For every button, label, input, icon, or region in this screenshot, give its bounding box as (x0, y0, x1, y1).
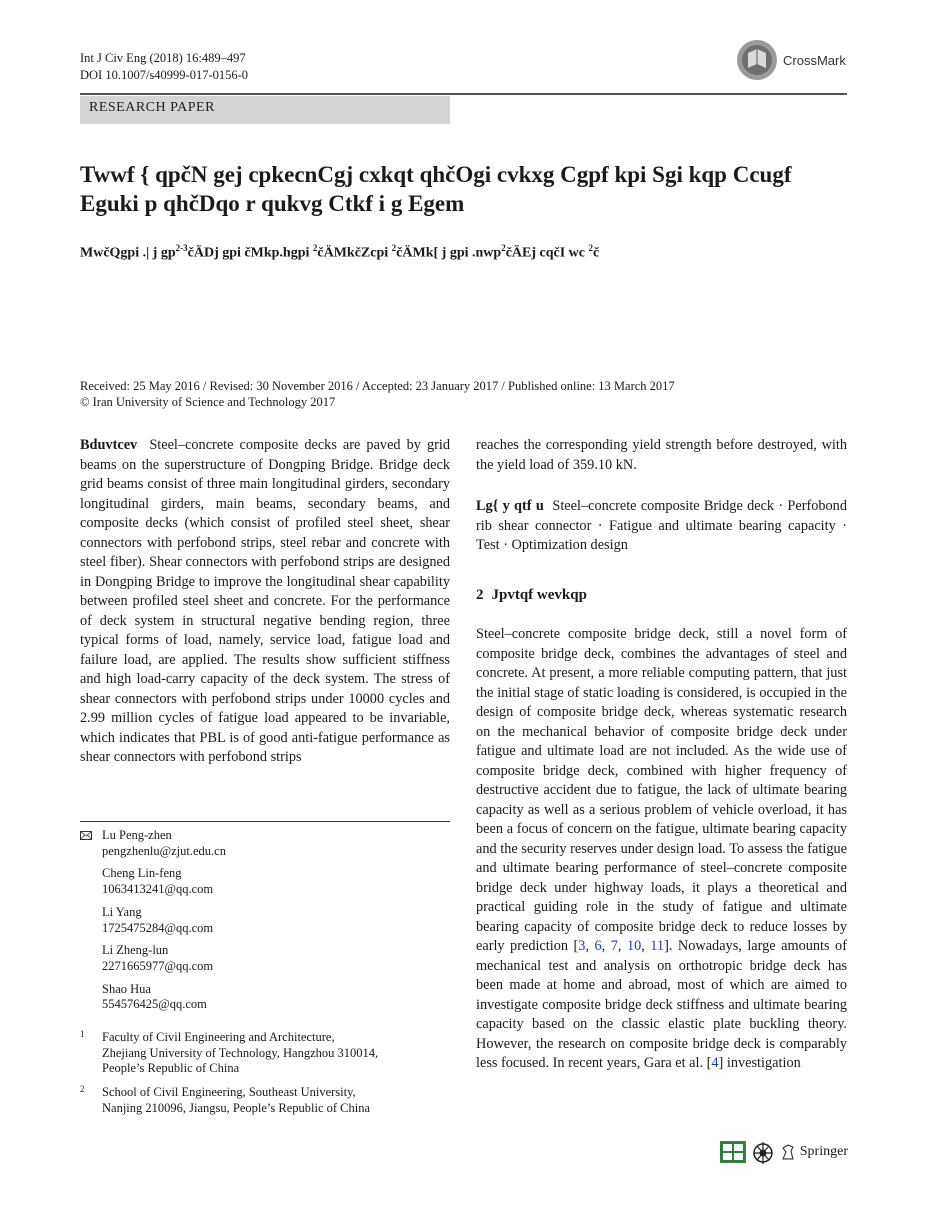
contact-entry (80, 866, 450, 897)
contact-entry (80, 982, 450, 1013)
doi-line[interactable]: DOI 10.1007/s40999-017-0156-0 (80, 68, 249, 82)
affiliation-number: 2 (80, 1084, 85, 1095)
intro-text: Steel–concrete composite bridge deck, still a novel form of composite bridge deck, combines the advantages of steel and concrete. At present, a more reliable computing pattern, that just the initial stage of static loading is considered, is occupied in the design of composite bridge deck, whereas systematic research on the mechanical behavior of composite bridge deck under fatigue and ultimate load are not included. As the wide use of composite bridge deck, combined with higher frequency of destructive accident due to fatigue, the lack of ultimate bearing capacity as well as a serious problem of vehicle overload, it has been a focus of concern on the fatigue, ultimate bearing capacity and the security reserves under design load. To assess the fatigue and ultimate bearing performance of steel–concrete composite bridge deck under highway loads, it plays a theoretical and practical guiding role in the study of fatigue and ultimate bearing capacity of composite bridge deck to reduce losses by early prediction [ (476, 626, 847, 954)
citation-link[interactable]: 10 (626, 938, 642, 954)
intro-text: ]. Nowadays, large amounts of mechanical test and analysis on orthotropic bridge deck has been made at home and abroad, most of which are aimed to investigate composite bridge deck stiffness and ultimate bearing capacity based on the classic elastic plate buckling theory. However, the research on composite bridge deck is comparably less focused. In recent years, Gara et al. [ (476, 938, 847, 1071)
author-affil: 2 (391, 243, 397, 253)
article-title: Twwf { qpčN gej cpkecnCgj cxkqt qhčOgi cvkxg Cgpf kpi Sgi kqp Ccugf Eguki p qhčDqo r qukvg Ctkf i g Egem (80, 162, 792, 216)
university-emblem-icon (752, 1140, 774, 1164)
author-affil: 2 (312, 243, 318, 253)
footnote-rule (80, 821, 450, 822)
history-line: Received: 25 May 2016 / Revised: 30 November 2016 / Accepted: 23 January 2017 / Published online: 13 March 2017 (80, 379, 675, 393)
author-name[interactable]: Dj gpi čMkp.hgpi (203, 245, 310, 261)
contact-email[interactable]: 1063413241@qq.com (102, 882, 214, 897)
contact-name: Cheng Lin-feng (102, 866, 182, 881)
author-affil: 2 (501, 243, 506, 253)
author-affil: 2 (588, 243, 594, 253)
society-logo-icon (720, 1141, 746, 1163)
citation-link[interactable]: 7 (610, 938, 618, 954)
author-name[interactable]: Mk[ j gpi .nwp (412, 245, 502, 261)
author-separator: čÄ (187, 245, 204, 261)
abstract-left (80, 436, 450, 768)
publisher-footer (720, 1140, 848, 1164)
contact-name: Lu Peng-zhen (102, 828, 172, 842)
affiliation-entry (80, 1030, 450, 1077)
author-separator: čÄ (317, 245, 334, 261)
publisher-name: Springer (799, 1144, 848, 1159)
section-heading (476, 586, 847, 606)
citation-link[interactable]: 3 (578, 938, 586, 954)
crossmark-badge[interactable] (736, 38, 848, 82)
contact-name: Li Zheng-lun (102, 943, 169, 958)
citation-link[interactable]: 4 (711, 1055, 719, 1071)
contact-email[interactable]: pengzhenlu@zjut.edu.cn (102, 843, 226, 858)
introduction-paragraph: Steel–concrete composite bridge deck, still a novel form of composite bridge deck, combines the advantages of steel and concrete. At present, a more reliable computing pattern, that just the initial stage of static loading is considered, is occupied in the design of composite bridge deck, whereas systematic research on the mechanical behavior of composite bridge deck under fatigue and ultimate load are not included. As the wide use of composite bridge deck, combined with higher frequency of destructive accident due to fatigue, the lack of ultimate bearing capacity as well as a serious problem of vehicle overload, it has been a focus of concern on the fatigue, ultimate bearing capacity and the security reserves under design load. To assess the fatigue and ultimate bearing performance of steel–concrete composite bridge deck under highway loads, it plays a theoretical and practical guiding role in the study of fatigue and ultimate bearing capacity of composite bridge deck to reduce losses by early prediction [3, 6, 7, 10, 11]. Nowadays, large amounts of mechanical test and analysis on orthotropic bridge deck has been made at home and abroad, most of which are aimed to investigate composite bridge deck stiffness and ultimate bearing capacity based on the classic elastic plate buckling theory. However, the research on composite bridge deck is comparably less focused. In recent years, Gara et al. [4] investigation (476, 626, 847, 1071)
citation-link[interactable]: 11 (650, 938, 665, 954)
keywords-text: Steel–concrete composite Bridge deck · Perfobond rib shear connector · Fatigue and ultimate bearing capacity · Test · Optimization design (476, 498, 847, 553)
contact-name: Shao Hua (102, 981, 151, 996)
affiliation-entry (80, 1085, 450, 1116)
keywords-label: Lg{ y qtf u (476, 498, 544, 514)
affiliation-line: Nanjing 210096, Jiangsu, People’s Republic of China (102, 1100, 371, 1115)
envelope-icon (80, 831, 92, 840)
journal-citation (80, 50, 248, 84)
contact-name: Li Yang (102, 904, 142, 919)
copyright-line: © Iran University of Science and Technology 2017 (80, 395, 336, 409)
keywords-block (476, 497, 847, 556)
abstract-continuation: reaches the corresponding yield strength before destroyed, with the yield load of 359.10 kN. (476, 437, 847, 473)
springer-horse-icon (780, 1143, 796, 1161)
journal-line: Int J Civ Eng (2018) 16:489–497 (80, 51, 246, 65)
header-rule (80, 93, 847, 95)
author-separator: č (593, 245, 600, 261)
intro-text: ] investigation (718, 1055, 801, 1071)
contact-entry (80, 828, 450, 859)
author-name[interactable]: MwčQgpi .| j gp (80, 245, 176, 261)
publication-dates (80, 378, 847, 410)
affiliation-number: 1 (80, 1029, 85, 1039)
contact-entry (80, 905, 450, 936)
article-type-label: RESEARCH PAPER (89, 100, 215, 115)
author-separator: čÄ (396, 245, 413, 261)
section-number: 2 (476, 586, 484, 603)
article-type-banner (80, 96, 450, 124)
affiliation-line: Zhejiang University of Technology, Hangzhou 310014, (102, 1045, 379, 1060)
citation-link[interactable]: 6 (594, 938, 602, 954)
corresponding-contacts (80, 828, 450, 1020)
section-title: Jpvtqf wevkqp (491, 586, 587, 603)
contact-email[interactable]: 554576425@qq.com (102, 997, 207, 1012)
affiliation-line: School of Civil Engineering, Southeast University, (102, 1085, 356, 1100)
author-name[interactable]: MkčZcpi (333, 245, 389, 261)
abstract-text: Steel–concrete composite decks are paved by grid beams on the superstructure of Dongping Bridge. Bridge deck grid beams consist of three main longitudinal girders, secondary longitudinal girders, main beams, secondary beams, and composite decks (which consist of profiled steel sheet, shear connectors with perfobond strips, steel rebar and concrete with steel fiber). Shear connectors with perfobond strips are designed in Dongping Bridge to improve the longitudinal shear capability between profiled steel sheet and concrete. For the performance of deck system in structural negative bending region, three typical forms of load, namely, service load, fatigue load and failure load, are applied. The results show sufficient stiffness and high load-carry capacity of the deck system. The stress of shear connectors with perfobond strips under 10000 cycles and 2.99 million cycles of fatigue load appeared to be invariable, which indicates that PBL is of good anti-fatigue performance as shear connectors with perfobond strips (80, 437, 450, 765)
author-affil: 2-3 (175, 243, 188, 253)
author-list (80, 243, 847, 262)
crossmark-icon (736, 39, 778, 81)
affiliation-line: Faculty of Civil Engineering and Architecture, (102, 1030, 335, 1044)
affiliation-line: People’s Republic of China (102, 1061, 240, 1076)
abstract-label: Bduvtcev (80, 437, 138, 453)
contact-email[interactable]: 1725475284@qq.com (102, 920, 214, 935)
author-name[interactable]: Ej cqčI wc (522, 245, 586, 261)
author-separator: čÄ (505, 245, 523, 261)
contact-email[interactable]: 2271665977@qq.com (102, 958, 214, 973)
right-column (476, 436, 847, 1074)
crossmark-label: CrossMark (783, 52, 846, 68)
affiliations (80, 1030, 450, 1125)
contact-entry (80, 943, 450, 974)
